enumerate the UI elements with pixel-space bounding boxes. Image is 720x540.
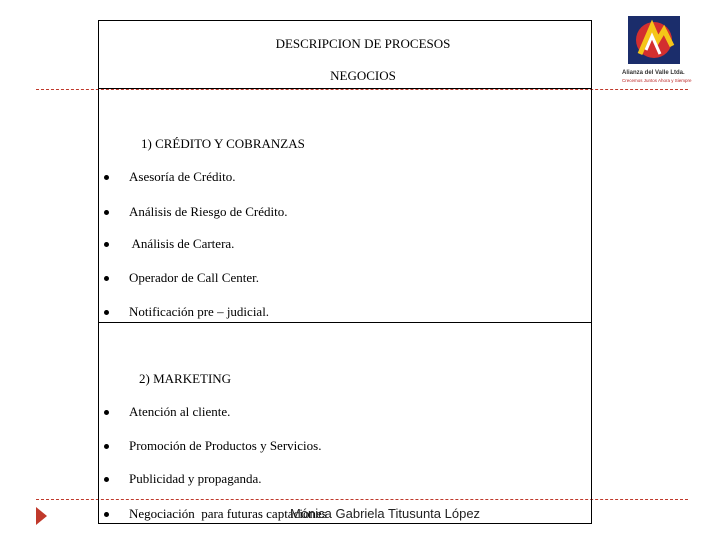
logo-tagline: Crecemos Juntos Ahora y Siempre	[622, 78, 692, 83]
footer-author: Mónica Gabriela Titusunta López	[290, 506, 481, 521]
list-item-text: Promoción de Productos y Servicios.	[129, 438, 322, 453]
section-heading-marketing: 2) MARKETING	[139, 371, 232, 386]
bullet-icon	[104, 512, 109, 517]
list-item	[104, 471, 262, 487]
list-item	[104, 304, 269, 320]
page-title: DESCRIPCION DE PROCESOS	[275, 36, 451, 51]
list-item	[104, 169, 236, 185]
list-item	[104, 204, 288, 220]
bullet-icon	[104, 477, 109, 482]
list-item-text: Análisis de Cartera.	[129, 236, 235, 251]
list-item	[104, 236, 234, 252]
list-item-text: Publicidad y propaganda.	[129, 471, 262, 486]
logo-caption	[622, 70, 694, 83]
page-subtitle: NEGOCIOS	[330, 68, 396, 83]
bullet-icon	[104, 276, 109, 281]
bullet-icon	[104, 242, 109, 247]
section-heading-credito: 1) CRÉDITO Y COBRANZAS	[141, 136, 305, 151]
bullet-icon	[104, 410, 109, 415]
next-slide-arrow-icon[interactable]	[36, 507, 47, 525]
bullet-icon	[104, 210, 109, 215]
list-item-text: Asesoría de Crédito.	[129, 169, 236, 184]
list-item-text: Análisis de Riesgo de Crédito.	[129, 204, 288, 219]
bullet-icon	[104, 444, 109, 449]
list-item-text: Notificación pre – judicial.	[129, 304, 270, 319]
logo-company-name: Alianza del Valle Ltda.	[622, 70, 685, 76]
list-item	[104, 438, 321, 454]
list-item-text: Operador de Call Center.	[129, 270, 259, 285]
bullet-icon	[104, 310, 109, 315]
header-divider	[98, 88, 592, 89]
list-item	[104, 270, 259, 286]
list-item	[104, 404, 230, 420]
list-item-text: Atención al cliente.	[129, 404, 231, 419]
section-divider	[98, 322, 592, 323]
list-item-text: Negociación para futuras captaciones	[129, 506, 327, 521]
alianza-logo-icon	[628, 16, 680, 64]
bullet-icon	[104, 175, 109, 180]
